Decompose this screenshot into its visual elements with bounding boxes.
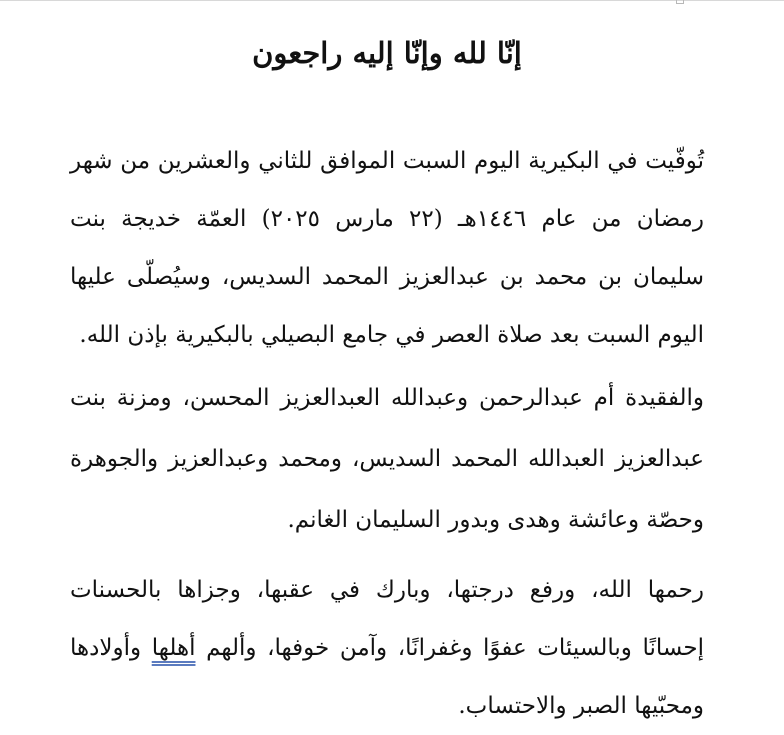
document-title: إنّا لله وإنّا إليه راجعون: [252, 36, 522, 70]
document-page: [70, 26, 704, 735]
page-top-border: [0, 0, 784, 1]
paragraph-prayer: [70, 561, 704, 735]
page-corner-marker: [676, 0, 684, 4]
prayer-text-start: رحمها الله، ورفع درجتها، وبارك في عقبها، وجزاها بالحسنات إحسانًا وبالسيئات عفوًا وغفرانًا، وآمن خوفها، وألهم: [70, 577, 705, 661]
paragraph-family: والفقيدة أم عبدالرحمن وعبدالله العبدالعزيز المحسن، ومزنة بنت عبدالعزيز العبدالله المحمد السديس، ومحمد وعبدالعزيز والجوهرة وحصّة وعائشة وهدى وبدور السليمان الغانم.: [70, 385, 704, 533]
paragraph-announcement: تُوفّيت في البكيرية اليوم السبت الموافق للثاني والعشرين من شهر رمضان من عام ١٤٤٦هـ (٢٢ مارس ٢٠٢٥) العمّة خديجة بنت سليمان بن محمد بن عبدالعزيز المحمد السديس، وسيُصلّى عليها اليوم السبت بعد صلاة العصر في جامع البصيلي بالبكيرية بإذن الله.: [70, 148, 704, 348]
prayer-text-end: وأولادها ومحبّيها الصبر والاحتساب.: [70, 635, 704, 719]
spellcheck-underlined-word[interactable]: أهلها: [151, 635, 196, 661]
